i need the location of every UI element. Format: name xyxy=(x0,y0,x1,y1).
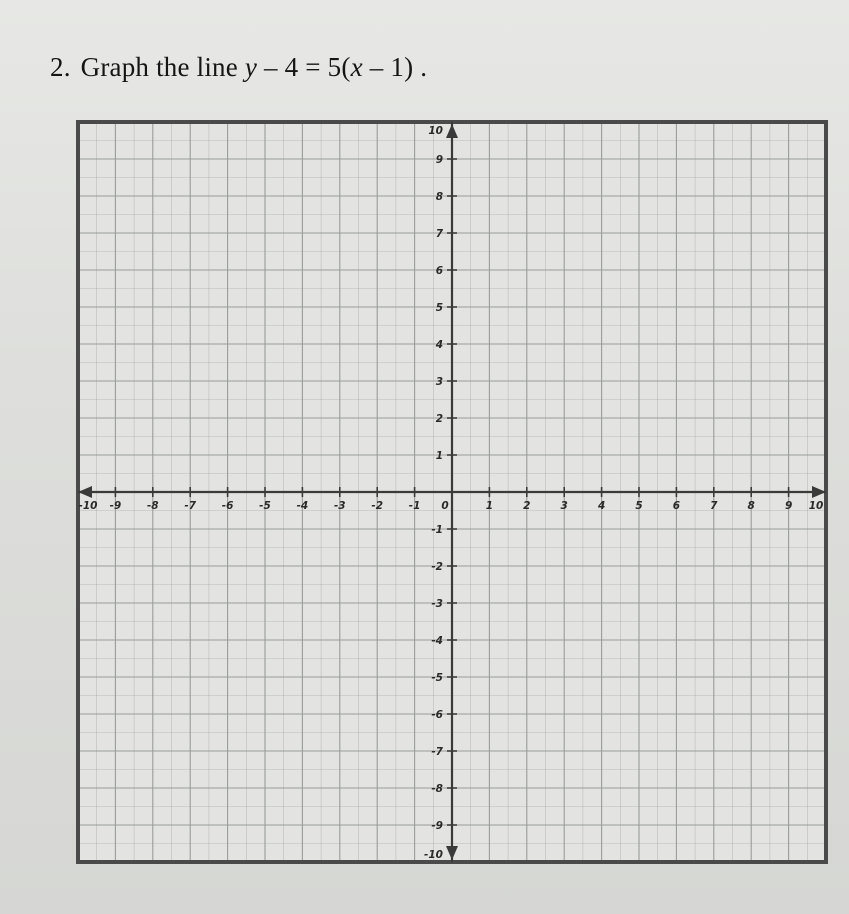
y-tick-label: -3 xyxy=(431,598,443,610)
x-tick-label: -5 xyxy=(259,500,271,512)
y-tick-label: 8 xyxy=(435,191,443,203)
equation-end: – 1) . xyxy=(362,52,428,82)
y-tick-label: -9 xyxy=(431,820,443,832)
y-tick-label: 2 xyxy=(435,413,443,425)
y-tick-label: 6 xyxy=(435,265,443,277)
y-tick-label: -2 xyxy=(431,561,443,573)
y-tick-label: -5 xyxy=(431,672,443,684)
x-tick-label: -9 xyxy=(109,500,122,512)
y-tick-label: 4 xyxy=(435,339,443,351)
x-tick-label: -7 xyxy=(184,500,197,512)
x-tick-label: -2 xyxy=(371,500,384,512)
x-tick-label: -1 xyxy=(408,500,421,512)
y-tick-label: 1 xyxy=(435,450,443,462)
coordinate-grid[interactable] xyxy=(68,114,838,874)
x-tick-label: -8 xyxy=(146,500,159,512)
y-tick-label: -6 xyxy=(431,709,443,721)
y-tick-label: -4 xyxy=(431,635,443,647)
y-tick-label: -10 xyxy=(424,849,443,861)
equation-variable-y: y xyxy=(244,52,258,82)
x-tick-label: 5 xyxy=(635,500,643,512)
x-tick-label: -6 xyxy=(221,500,234,512)
x-tick-label: 7 xyxy=(710,500,718,512)
x-tick-label: 0 xyxy=(441,500,449,512)
y-tick-label: -1 xyxy=(431,524,443,536)
problem-text-prefix: Graph the line xyxy=(80,52,245,82)
x-tick-label: -4 xyxy=(296,500,309,512)
problem-statement xyxy=(50,52,427,83)
x-tick-label: 1 xyxy=(485,500,494,512)
equation-middle: – 4 = 5( xyxy=(257,52,351,82)
x-tick-label: 10 xyxy=(808,500,824,512)
x-tick-label: -10 xyxy=(78,500,98,512)
y-tick-label: 5 xyxy=(435,302,443,314)
x-tick-label: 3 xyxy=(560,500,568,512)
y-tick-label: 7 xyxy=(435,228,443,240)
problem-number: 2. xyxy=(50,52,71,82)
x-tick-label: 2 xyxy=(523,500,531,512)
x-tick-label: 6 xyxy=(672,500,681,512)
x-tick-label: 8 xyxy=(747,500,755,512)
x-tick-label: 9 xyxy=(784,500,793,512)
y-tick-label: 3 xyxy=(435,376,443,388)
x-tick-label: -3 xyxy=(333,500,346,512)
x-tick-label: 4 xyxy=(597,500,606,512)
y-tick-label: 9 xyxy=(435,154,443,166)
equation-variable-x: x xyxy=(350,52,363,82)
y-tick-label: -8 xyxy=(431,783,443,795)
y-tick-label: 10 xyxy=(428,125,443,137)
coordinate-grid-container xyxy=(68,114,838,874)
y-tick-label: -7 xyxy=(431,746,443,758)
